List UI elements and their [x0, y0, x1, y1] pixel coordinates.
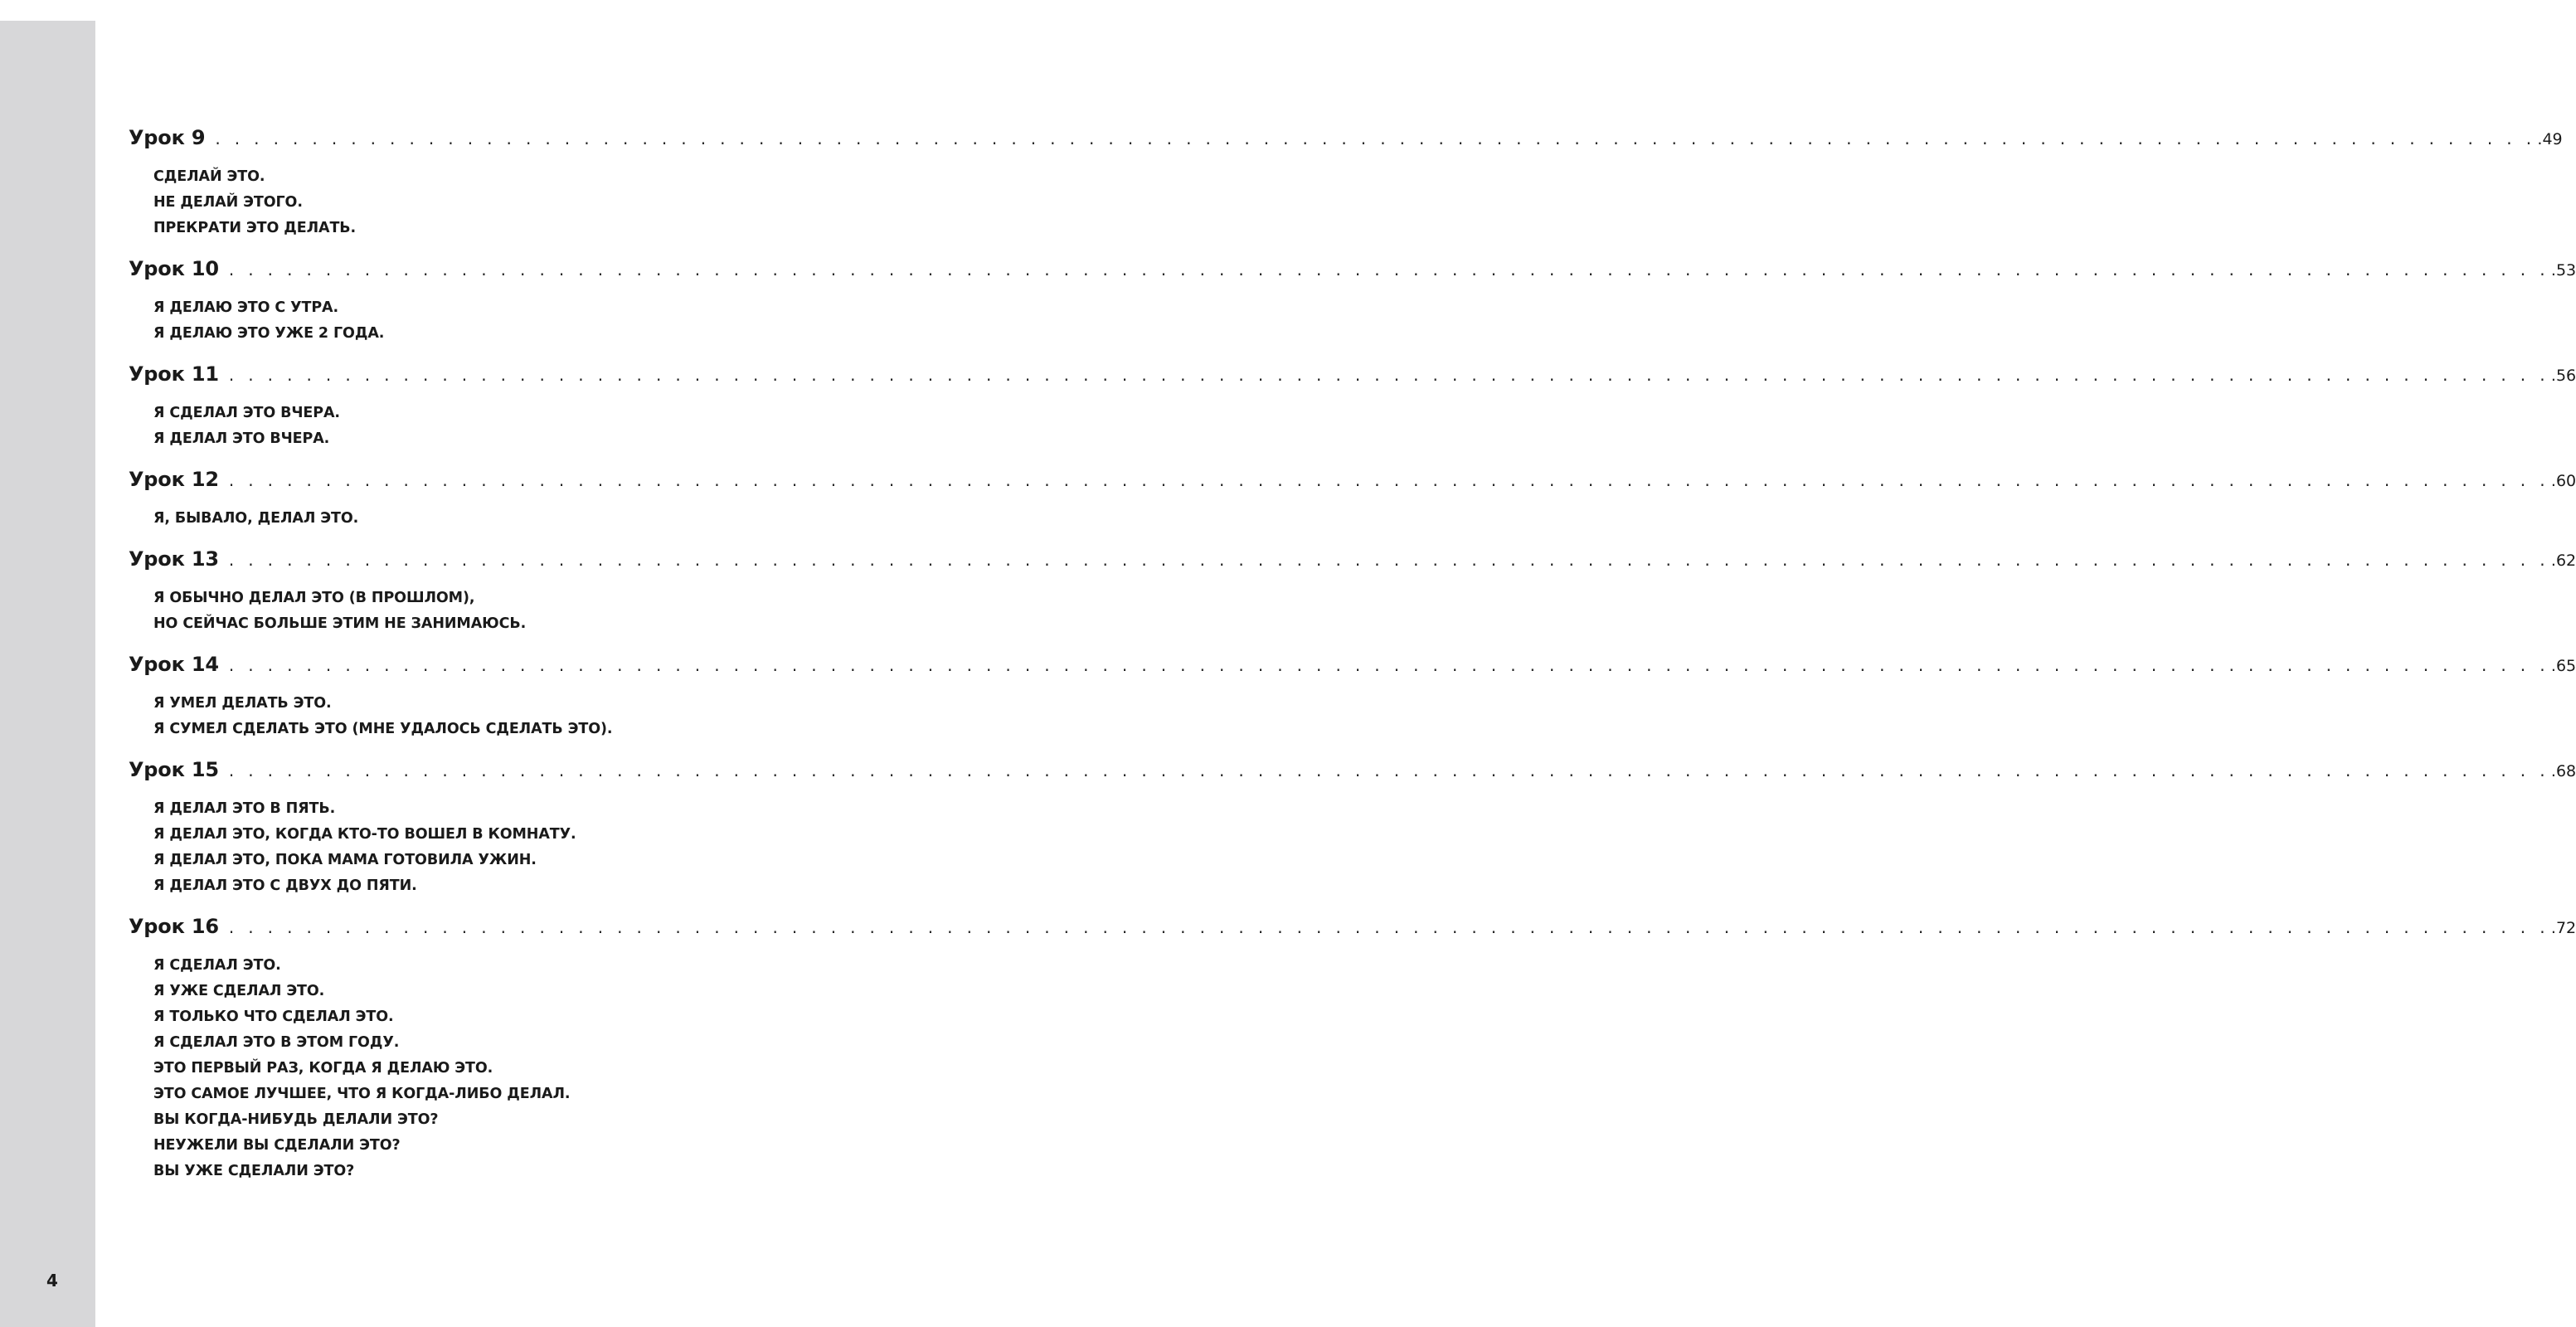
- toc-entry-heading: [129, 755, 2576, 785]
- lesson-topic: Я УМЕЛ ДЕЛАТЬ ЭТО.: [153, 695, 332, 712]
- lesson-title: Урок 9: [129, 126, 206, 149]
- lesson-topic: НО СЕЙЧАС БОЛЬШЕ ЭТИМ НЕ ЗАНИМАЮСЬ.: [153, 615, 527, 632]
- toc-entry: [129, 755, 2576, 911]
- lesson-page-number: .72: [2550, 919, 2576, 937]
- dot-leader: . . . . . . . . . . . . . . . . . . . . . . . . . . . . . . . . . . . . . . . . . . . . . . . . . . . . . . . . . . . . . . . . . . . . . . . . . . . . . . . . . . . . . . . . . . . . . . . . . . . . . . . . . . . . . . . . . . . . . . . .: [215, 129, 2536, 148]
- dot-leader: . . . . . . . . . . . . . . . . . . . . . . . . . . . . . . . . . . . . . . . . . . . . . . . . . . . . . . . . . . . . . . . . . . . . . . . . . . . . . . . . . . . . . . . . . . . . . . . . . . . . . . . . . . . . . . . . . . . . . . . .: [228, 917, 2549, 937]
- lesson-topic: Я ДЕЛАЮ ЭТО С УТРА.: [153, 299, 339, 316]
- lesson-topic-list: [153, 506, 904, 532]
- lesson-page-number: .60: [2550, 472, 2576, 490]
- lesson-topic: Я ОБЫЧНО ДЕЛАЛ ЭТО (В ПРОШЛОМ),: [153, 590, 475, 606]
- lesson-topic-list: [153, 691, 904, 742]
- lesson-topic: Я СУМЕЛ СДЕЛАТЬ ЭТО (МНЕ УДАЛОСЬ СДЕЛАТЬ ЭТО).: [153, 721, 613, 737]
- lesson-topic: Я ДЕЛАЮ ЭТО УЖЕ 2 ГОДА.: [153, 325, 385, 342]
- section-spacer: [129, 637, 904, 649]
- toc-entry-heading: [129, 544, 2576, 574]
- lesson-page-number: .62: [2550, 552, 2576, 570]
- lesson-title: Урок 10: [129, 257, 219, 280]
- toc-entry: [129, 123, 2563, 254]
- lesson-topic-list: [153, 586, 904, 637]
- lesson-topic: Я ДЕЛАЛ ЭТО В ПЯТЬ.: [153, 800, 336, 817]
- lesson-topic: НЕ ДЕЛАЙ ЭТОГО.: [153, 194, 303, 211]
- lesson-topic: Я СДЕЛАЛ ЭТО.: [153, 957, 281, 974]
- lesson-title: Урок 12: [129, 468, 219, 491]
- lesson-title: Урок 15: [129, 758, 219, 781]
- section-spacer: [129, 452, 904, 464]
- lesson-topic: ЭТО ПЕРВЫЙ РАЗ, КОГДА Я ДЕЛАЮ ЭТО.: [153, 1060, 493, 1077]
- dot-leader: . . . . . . . . . . . . . . . . . . . . . . . . . . . . . . . . . . . . . . . . . . . . . . . . . . . . . . . . . . . . . . . . . . . . . . . . . . . . . . . . . . . . . . . . . . . . . . . . . . . . . . . . . . . . . . . . . . . . . . . .: [228, 655, 2549, 675]
- section-spacer: [129, 532, 904, 544]
- lesson-title: Урок 16: [129, 915, 219, 938]
- dot-leader: . . . . . . . . . . . . . . . . . . . . . . . . . . . . . . . . . . . . . . . . . . . . . . . . . . . . . . . . . . . . . . . . . . . . . . . . . . . . . . . . . . . . . . . . . . . . . . . . . . . . . . . . . . . . . . . . . . . . . . . .: [228, 761, 2549, 780]
- lesson-title: Урок 13: [129, 547, 219, 571]
- toc-entry-heading: [129, 123, 2563, 153]
- lesson-topic: Я ДЕЛАЛ ЭТО ВЧЕРА.: [153, 430, 330, 447]
- toc-entry: [129, 464, 2576, 544]
- lesson-topic-list: [153, 401, 904, 452]
- lesson-topic: ВЫ КОГДА-НИБУДЬ ДЕЛАЛИ ЭТО?: [153, 1111, 439, 1128]
- toc-entry-heading: [129, 254, 2576, 284]
- lesson-topic: НЕУЖЕЛИ ВЫ СДЕЛАЛИ ЭТО?: [153, 1137, 401, 1154]
- toc-entry: [129, 911, 2576, 1184]
- toc-entry: [129, 649, 2576, 755]
- section-spacer: [129, 241, 904, 254]
- lesson-topic: ПРЕКРАТИ ЭТО ДЕЛАТЬ.: [153, 220, 357, 236]
- dot-leader: . . . . . . . . . . . . . . . . . . . . . . . . . . . . . . . . . . . . . . . . . . . . . . . . . . . . . . . . . . . . . . . . . . . . . . . . . . . . . . . . . . . . . . . . . . . . . . . . . . . . . . . . . . . . . . . . . . . . . . . .: [228, 260, 2549, 279]
- lesson-page-number: .65: [2550, 657, 2576, 675]
- toc-entry-heading: [129, 911, 2576, 941]
- lesson-topic: ЭТО САМОЕ ЛУЧШЕЕ, ЧТО Я КОГДА-ЛИБО ДЕЛАЛ.: [153, 1086, 571, 1102]
- toc-entry-heading: [129, 464, 2576, 494]
- lesson-topic: СДЕЛАЙ ЭТО.: [153, 168, 265, 185]
- lesson-title: Урок 14: [129, 653, 219, 676]
- section-spacer: [129, 347, 904, 359]
- section-spacer: [129, 742, 904, 755]
- lesson-topic-list: [153, 295, 904, 347]
- lesson-topic: Я ДЕЛАЛ ЭТО, ПОКА МАМА ГОТОВИЛА УЖИН.: [153, 852, 537, 868]
- lesson-topic-list: [153, 953, 904, 1184]
- toc-entry-heading: [129, 649, 2576, 679]
- lesson-title: Урок 11: [129, 362, 219, 386]
- toc-entry-heading: [129, 359, 2576, 389]
- lesson-topic: Я, БЫВАЛО, ДЕЛАЛ ЭТО.: [153, 510, 359, 527]
- lesson-page-number: .68: [2550, 762, 2576, 780]
- lesson-page-number: .49: [2537, 130, 2563, 148]
- toc-entry: [129, 254, 2576, 359]
- lesson-topic: Я ТОЛЬКО ЧТО СДЕЛАЛ ЭТО.: [153, 1009, 394, 1025]
- dot-leader: . . . . . . . . . . . . . . . . . . . . . . . . . . . . . . . . . . . . . . . . . . . . . . . . . . . . . . . . . . . . . . . . . . . . . . . . . . . . . . . . . . . . . . . . . . . . . . . . . . . . . . . . . . . . . . . . . . . . . . . .: [228, 470, 2549, 490]
- dot-leader: . . . . . . . . . . . . . . . . . . . . . . . . . . . . . . . . . . . . . . . . . . . . . . . . . . . . . . . . . . . . . . . . . . . . . . . . . . . . . . . . . . . . . . . . . . . . . . . . . . . . . . . . . . . . . . . . . . . . . . . .: [228, 365, 2549, 385]
- lesson-topic: Я ДЕЛАЛ ЭТО С ДВУХ ДО ПЯТИ.: [153, 877, 417, 894]
- table-of-contents: [129, 123, 2576, 1184]
- lesson-topic-list: [153, 796, 904, 899]
- lesson-topic: Я СДЕЛАЛ ЭТО В ЭТОМ ГОДУ.: [153, 1034, 400, 1051]
- section-spacer: [129, 899, 904, 911]
- toc-entry: [129, 544, 2576, 649]
- lesson-page-number: .56: [2550, 367, 2576, 385]
- lesson-topic: ВЫ УЖЕ СДЕЛАЛИ ЭТО?: [153, 1163, 355, 1179]
- dot-leader: . . . . . . . . . . . . . . . . . . . . . . . . . . . . . . . . . . . . . . . . . . . . . . . . . . . . . . . . . . . . . . . . . . . . . . . . . . . . . . . . . . . . . . . . . . . . . . . . . . . . . . . . . . . . . . . . . . . . . . . .: [228, 550, 2549, 570]
- lesson-page-number: .53: [2550, 261, 2576, 279]
- toc-entry: [129, 359, 2576, 464]
- lesson-topic: Я ДЕЛАЛ ЭТО, КОГДА КТО-ТО ВОШЕЛ В КОМНАТУ.: [153, 826, 576, 843]
- side-margin-band: [0, 21, 95, 1327]
- lesson-topic: Я СДЕЛАЛ ЭТО ВЧЕРА.: [153, 405, 340, 421]
- page-number: 4: [46, 1271, 58, 1291]
- lesson-topic: Я УЖЕ СДЕЛАЛ ЭТО.: [153, 983, 325, 999]
- lesson-topic-list: [153, 164, 904, 241]
